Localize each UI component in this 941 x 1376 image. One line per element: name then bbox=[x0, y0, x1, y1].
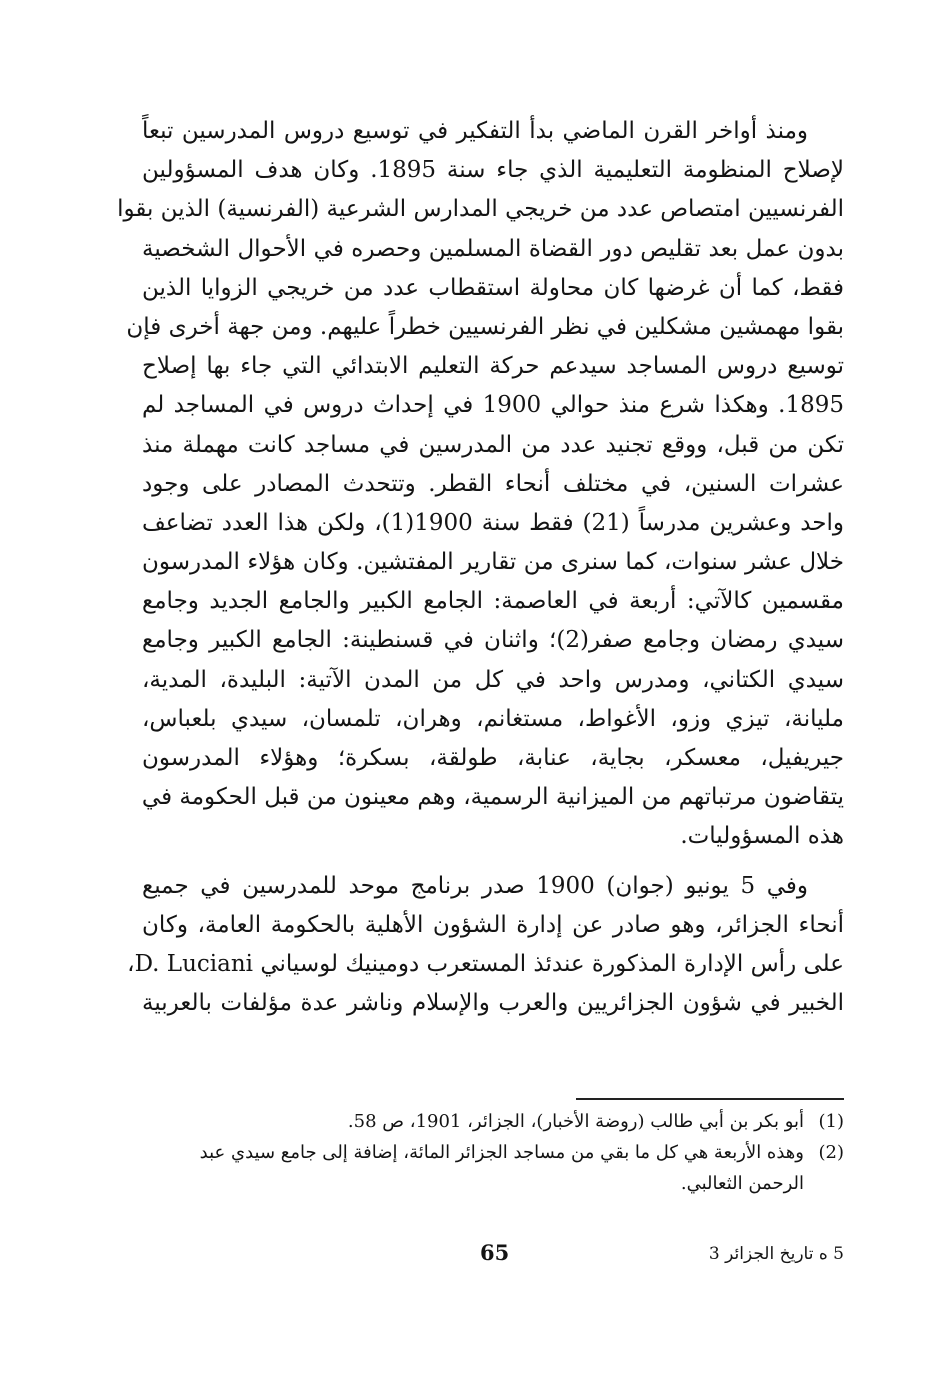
footnote-1 bbox=[142, 1106, 844, 1137]
page-footer bbox=[142, 1240, 844, 1270]
text-line: يتقاضون مرتباتهم من الميزانية الرسمية، وهم معينون من قبل الحكومة في bbox=[141, 784, 844, 811]
text-line: فقط، كما أن غرضها كان محاولة استقطاب عدد من خريجي الزوايا الذين bbox=[142, 274, 844, 301]
text-line: لإصلاح المنظومة التعليمية الذي جاء سنة 1895. وكان هدف المسؤولين bbox=[142, 157, 845, 184]
footnote-marker: (2) bbox=[818, 1142, 844, 1163]
text-line: عشرات السنين، في مختلف أنحاء القطر. وتتحدث المصادر على وجود bbox=[142, 470, 844, 497]
text-line: على رأس الإدارة المذكورة عندئذ المستعرب دومينيك لوسياني D. Luciani، bbox=[127, 950, 844, 977]
text-line: مليانة، تيزي وزو، الأغواط، مستغانم، وهران، تلمسان، سيدي بلعباس، bbox=[142, 705, 844, 732]
text-line: هذه المسؤوليات. bbox=[680, 823, 844, 850]
footnote-text: وهذه الأربعة هي كل ما بقي من مساجد الجزائر المائة، إضافة إلى جامع سيدي عبد الرحمن الثعالبي. bbox=[199, 1142, 804, 1194]
text-line: تكن من قبل، ووقع تجنيد عدد من المدرسين في مساجد كانت مهملة منذ bbox=[142, 431, 844, 458]
text-line: أنحاء الجزائر، وهو صادر عن إدارة الشؤون الأهلية بالحكومة العامة، وكان bbox=[142, 911, 844, 938]
text-line: بدون عمل بعد تقليص دور القضاة المسلمين وحصره في الأحوال الشخصية bbox=[142, 235, 844, 262]
paragraph-2 bbox=[127, 867, 844, 1024]
footnote-separator bbox=[576, 1098, 844, 1100]
text-line: الخبير في شؤون الجزائريين والعرب والإسلام وناشر عدة مؤلفات بالعربية bbox=[142, 990, 844, 1017]
text-line: جيريفيل، معسكر، بجاية، عنابة، طولقة، بسكرة؛ وهؤلاء المدرسون bbox=[142, 745, 844, 771]
text-line: خلال عشر سنوات، كما سنرى من تقارير المفتشين. وكان هؤلاء المدرسون bbox=[142, 549, 844, 576]
page-number: 65 bbox=[480, 1240, 510, 1265]
text-line: واحد وعشرين مدرساً (21) فقط سنة 1900(1)، ولكن هذا العدد تضاعف bbox=[142, 509, 844, 536]
footnote-marker: (1) bbox=[818, 1111, 844, 1132]
text-line: سيدي رمضان وجامع صفر(2)؛ واثنان في قسنطينة: الجامع الكبير وجامع bbox=[142, 627, 844, 654]
text-line: الفرنسيين امتصاص عدد من خريجي المدارس الشرعية (الفرنسية) الذين بقوا bbox=[117, 196, 844, 223]
footnote-text: أبو بكر بن أبي طالب (روضة الأخبار)، الجزائر، 1901، ص 58. bbox=[347, 1111, 804, 1132]
text-line: وفي 5 يونيو (جوان) 1900 صدر برنامج موحد للمدرسين في جميع bbox=[142, 872, 808, 899]
text-line: توسيع دروس المساجد سيدعم حركة التعليم الابتدائي التي جاء بها إصلاح bbox=[142, 353, 844, 380]
body-text bbox=[117, 112, 845, 1023]
text-line: 1895. وهكذا شرع منذ حوالي 1900 في إحداث دروس في المساجد لم bbox=[142, 392, 845, 419]
text-line: ومنذ أواخر القرن الماضي بدأ التفكير في توسيع دروس المدرسين تبعاً bbox=[142, 118, 808, 144]
paragraph-1 bbox=[117, 112, 845, 857]
printer-signature: 5 ه تاريخ الجزائر 3 bbox=[708, 1244, 844, 1264]
text-line: مقسمين كالآتي: أربعة في العاصمة: الجامع الكبير والجامع الجديد وجامع bbox=[142, 588, 844, 615]
text-line: بقوا مهمشين مشكلين في نظر الفرنسيين خطراً عليهم. ومن جهة أخرى فإن bbox=[126, 313, 844, 340]
footnotes bbox=[142, 1106, 844, 1199]
text-line: سيدي الكتاني، ومدرس واحد في كل من المدن الآتية: البليدة، المدية، bbox=[142, 666, 844, 693]
page-body bbox=[117, 112, 845, 1023]
footnote-2 bbox=[142, 1137, 844, 1199]
